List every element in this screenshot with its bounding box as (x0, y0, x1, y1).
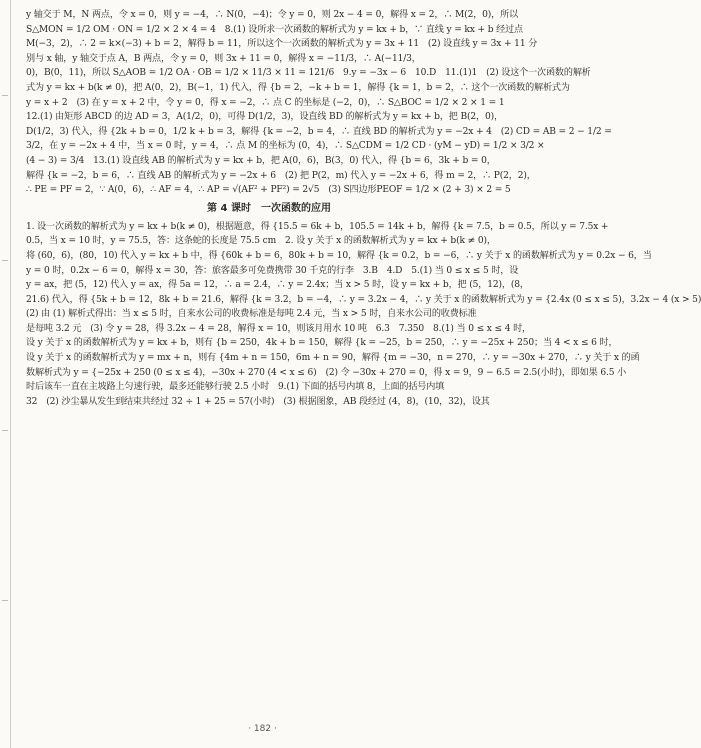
text-line: 12.(1) 由矩形 ABCD 的边 AD = 3，A(1/2，0)，可得 D(1/2，3)，设直线 BD 的解析式为 y = kx + b，把 B(2，0)， (26, 112, 503, 123)
text-line: D(1/2，3) 代入，得 {2k + b = 0，1/2 k + b = 3，解得 {k = −2，b = 4，∴ 直线 BD 的解析式为 y = −2x + 4 (2) CD = AB = 2 − 1/2 = (26, 126, 612, 137)
answer-page (26, 8, 701, 409)
text-line: y = x + 2 (3) 在 y = x + 2 中，令 y = 0，得 x = −2，∴ 点 C 的坐标是 (−2，0)，∴ S△BOC = 1/2 × 2 × 1 = 1 (26, 97, 505, 108)
text-line: M(−3，2)，∴ 2 = k×(−3) + b = 2，解得 b = 11，所以这个一次函数的解析式为 y = 3x + 11 (2) 设直线 y = 3x + 11 分 (26, 39, 538, 50)
text-line: (2) 由 (1) 解析式得出：当 x ≤ 5 时，自来水公司的收费标准是每吨 2.4 元，当 x > 5 时，自来水公司的收费标准 (26, 309, 477, 320)
margin-tick (2, 600, 8, 601)
text-line: 设 y 关于 x 的函数解析式为 y = kx + b，则有 {b = 250，4k + b = 150，解得 {k = −25，b = 250，∴ y = −25x + 250；当 4 < x ≤ 6 时， (26, 338, 618, 349)
text-line: 设 y 关于 x 的函数解析式为 y = mx + n，则有 {4m + n = 150，6m + n = 90，解得 {m = −30，n = 270，∴ y = −30x + 270，∴ y 关于 x 的函 (26, 353, 640, 364)
section-title: 第 4 课时 一次函数的应用 (207, 202, 331, 214)
margin-tick (2, 260, 8, 261)
binding-margin-line (10, 0, 11, 748)
text-line: 式为 y = kx + b(k ≠ 0)，把 A(0，2)，B(−1，1) 代入，得 {b = 2，−k + b = 1，解得 {k = 1，b = 2，∴ 这个一次函数的解析式为 (26, 82, 570, 93)
text-line: 0.5，当 x = 10 时，y = 75.5，答：这条蛇的长度是 75.5 cm 2. 设 y 关于 x 的函数解析式为 y = kx + b(k ≠ 0)， (26, 236, 496, 247)
text-line: ∴ PE = PF = 2，∵ A(0，6)，∴ AF = 4，∴ AP = √(AF² + PF²) = 2√5 (3) S四边形PEOF = 1/2 × (2 + 3) × 2 = 5 (26, 185, 511, 196)
text-line: 解得 {k = −2，b = 6，∴ 直线 AB 的解析式为 y = −2x + 6 (2) 把 P(2，m) 代入 y = −2x + 6，得 m = 2，∴ P(2，2)， (26, 170, 536, 181)
text-line: 数解析式为 y = {−25x + 250 (0 ≤ x ≤ 4)，−30x + 270 (4 < x ≤ 6) (2) 令 −30x + 270 = 0，得 x = 9，9 − 6.5 = 2.5(小时)，即如果 6.5 小 (26, 367, 627, 378)
margin-tick (2, 430, 8, 431)
text-line: y = ax，把 (5，12) 代入 y = ax，得 5a = 12，∴ a = 2.4，∴ y = 2.4x；当 x > 5 时，设 y = kx + b，把 (5，12)，(8， (26, 280, 529, 291)
text-line: 别与 x 轴，y 轴交于点 A，B 两点，令 y = 0，则 3x + 11 = 0，解得 x = −11/3，∴ A(−11/3， (26, 53, 421, 64)
margin-tick (2, 95, 8, 96)
text-line: 3/2，在 y = −2x + 4 中，当 x = 0 时，y = 4，∴ 点 M 的坐标为 (0，4)，∴ S△CDM = 1/2 CD · (yM − yD) = 1/2 × 3/2 × (26, 141, 545, 152)
text-line: 时后该车一直在主坡路上匀速行驶，最多还能够行驶 2.5 小时 9.(1) 下面的括号内填 8，上面的括号内填 (26, 382, 445, 393)
answer-block-part2 (26, 220, 701, 410)
text-line: 21.6) 代入，得 {5k + b = 12，8k + b = 21.6，解得 {k = 3.2，b = −4，∴ y = 3.2x − 4，∴ y 关于 x 的函数解析式为 y = {2.4x (0 ≤ x ≤ 5)，3.2x − 4 (x > 5) (26, 294, 701, 305)
answer-block-part1 (26, 8, 612, 198)
text-line: 是每吨 3.2 元 (3) 令 y = 28，得 3.2x − 4 = 28，解得 x = 10，则该月用水 10 吨 6.3 7.350 8.(1) 当 0 ≤ x ≤ 4 时， (26, 323, 531, 334)
page-number: · 182 · (248, 724, 277, 734)
text-line: 将 (60，6)，(80，10) 代入 y = kx + b 中，得 {60k + b = 6，80k + b = 10，解得 {k = 0.2，b = −6，∴ y 关于 x 的函数解析式为 y = 0.2x − 6，当 (26, 250, 652, 261)
text-line: y 轴交于 M，N 两点，令 x = 0，则 y = −4，∴ N(0，−4)；令 y = 0，则 2x − 4 = 0，解得 x = 2，∴ M(2，0)，所以 (26, 10, 519, 20)
text-line: 1. 设一次函数的解析式为 y = kx + b(k ≠ 0)，根据题意，得 {15.5 = 6k + b，105.5 = 14k + b，解得 {k = 7.5，b = 0.5，所以 y = 7.5x + (26, 221, 609, 232)
text-line: y = 0 时，0.2x − 6 = 0，解得 x = 30，答：旅客最多可免费携带 30 千克的行李 3.B 4.D 5.(1) 当 0 ≤ x ≤ 5 时，设 (26, 265, 519, 276)
text-line: 0)，B(0，11)，所以 S△AOB = 1/2 OA · OB = 1/2 × 11/3 × 11 = 121/6 9.y = −3x − 6 10.D 11.(1)1 (2) 设这个一次函数的解析 (26, 68, 591, 79)
text-line: 32 (2) 沙尘暴从发生到结束共经过 32 ÷ 1 + 25 = 57(小时) (3) 根据图象，AB 段经过 (4，8)，(10，32)，设其 (26, 396, 490, 407)
text-line: S△MON = 1/2 OM · ON = 1/2 × 2 × 4 = 4 8.(1) 设所求一次函数的解析式为 y = kx + b，∵ 直线 y = kx + b 经过点 (26, 24, 523, 35)
text-line: (4 − 3) = 3/4 13.(1) 设直线 AB 的解析式为 y = kx + b，把 A(0，6)，B(3，0) 代入，得 {b = 6，3k + b = 0， (26, 155, 496, 166)
